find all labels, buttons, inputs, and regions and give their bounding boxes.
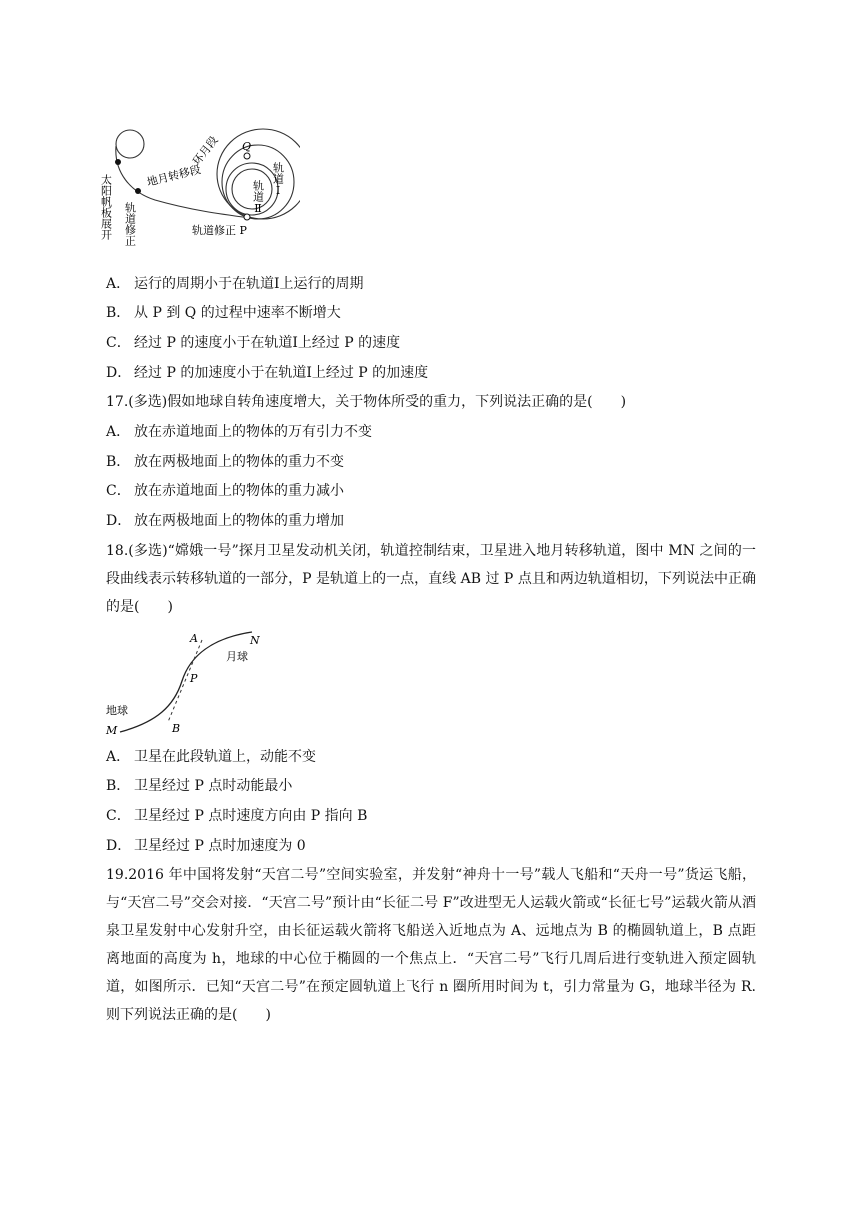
- q19-stem: 19.2016 年中国将发射“天宫二号”空间实验室，并发射“神舟十一号”载人飞船和“天舟一号”货运飞船，与“天宫二号”交会对接．“天宫二号”预计由“长征二号 F”改进型无人运载火箭或“长征七号”运载火箭从酒泉卫星发射中心发射升空，由长征运载火箭将飞船送入近地点为 A、远地点为 B 的椭圆轨道上，B 点距离地面的高度为 h，地球的中心位于椭圆的一个焦点上．“天宫二号”飞行几周后进行变轨进入预定圆轨道，如图所示．已知“天宫二号”在预定圆轨道上飞行 n 圈所用时间为 t，引力常量为 G，地球半径为 R.则下列说法正确的是( ): [106, 867, 756, 1023]
- label-q: Q: [242, 140, 252, 153]
- label-p: P: [190, 672, 198, 685]
- label-transfer-segment: 地月转移段: [145, 162, 203, 189]
- label-n: N: [250, 634, 260, 647]
- label-m: M: [106, 724, 118, 737]
- q17-option-a: A． 放在赤道地面上的物体的万有引力不变: [106, 424, 372, 440]
- label-orbit-fix-p: 轨道修正 P: [192, 224, 247, 237]
- transfer-orbit-diagram: [102, 626, 272, 738]
- label-solar-panel: 太阳帆板展开: [100, 174, 113, 240]
- q17-option-d: D． 放在两极地面上的物体的重力增加: [106, 513, 344, 529]
- q16-option-a: A． 运行的周期小于在轨道Ⅰ上运行的周期: [106, 276, 364, 292]
- label-orbit-1: 轨道Ⅰ: [271, 162, 285, 197]
- q18-option-b: B． 卫星经过 P 点时动能最小: [106, 778, 293, 794]
- q16-option-b: B． 从 P 到 Q 的过程中速率不断增大: [106, 305, 341, 321]
- q18-option-c: C． 卫星经过 P 点时速度方向由 P 指向 B: [106, 808, 368, 824]
- q18-option-a: A． 卫星在此段轨道上，动能不变: [106, 749, 316, 765]
- label-orbit-2: 轨道Ⅱ: [251, 180, 265, 215]
- label-earth: 地球: [106, 704, 128, 717]
- q16-option-c: C． 经过 P 的速度小于在轨道Ⅰ上经过 P 的速度: [106, 335, 401, 351]
- label-lunar-segment: 环月段: [190, 133, 221, 168]
- q17-stem: 17.(多选)假如地球自转角速度增大，关于物体所受的重力，下列说法正确的是( ): [106, 394, 627, 410]
- q17-option-c: C． 放在赤道地面上的物体的重力减小: [106, 483, 344, 499]
- label-moon: 月球: [226, 650, 248, 663]
- label-a: A: [190, 632, 198, 645]
- q18-option-d: D． 卫星经过 P 点时加速度为 0: [106, 838, 306, 854]
- orbit-diagram: [100, 122, 300, 262]
- q18-stem: 18.(多选)“嫦娥一号”探月卫星发动机关闭，轨道控制结束，卫星进入地月转移轨道，图中 MN 之间的一段曲线表示转移轨道的一部分，P 是轨道上的一点，直线 AB 过 P 点且和两边轨道相切，下列说法中正确的是( ): [106, 543, 756, 615]
- label-orbit-fix: 轨道修正: [123, 202, 137, 246]
- q16-option-d: D． 经过 P 的加速度小于在轨道Ⅰ上经过 P 的加速度: [106, 365, 429, 381]
- label-b: B: [172, 722, 181, 735]
- q17-option-b: B． 放在两极地面上的物体的重力不变: [106, 454, 344, 470]
